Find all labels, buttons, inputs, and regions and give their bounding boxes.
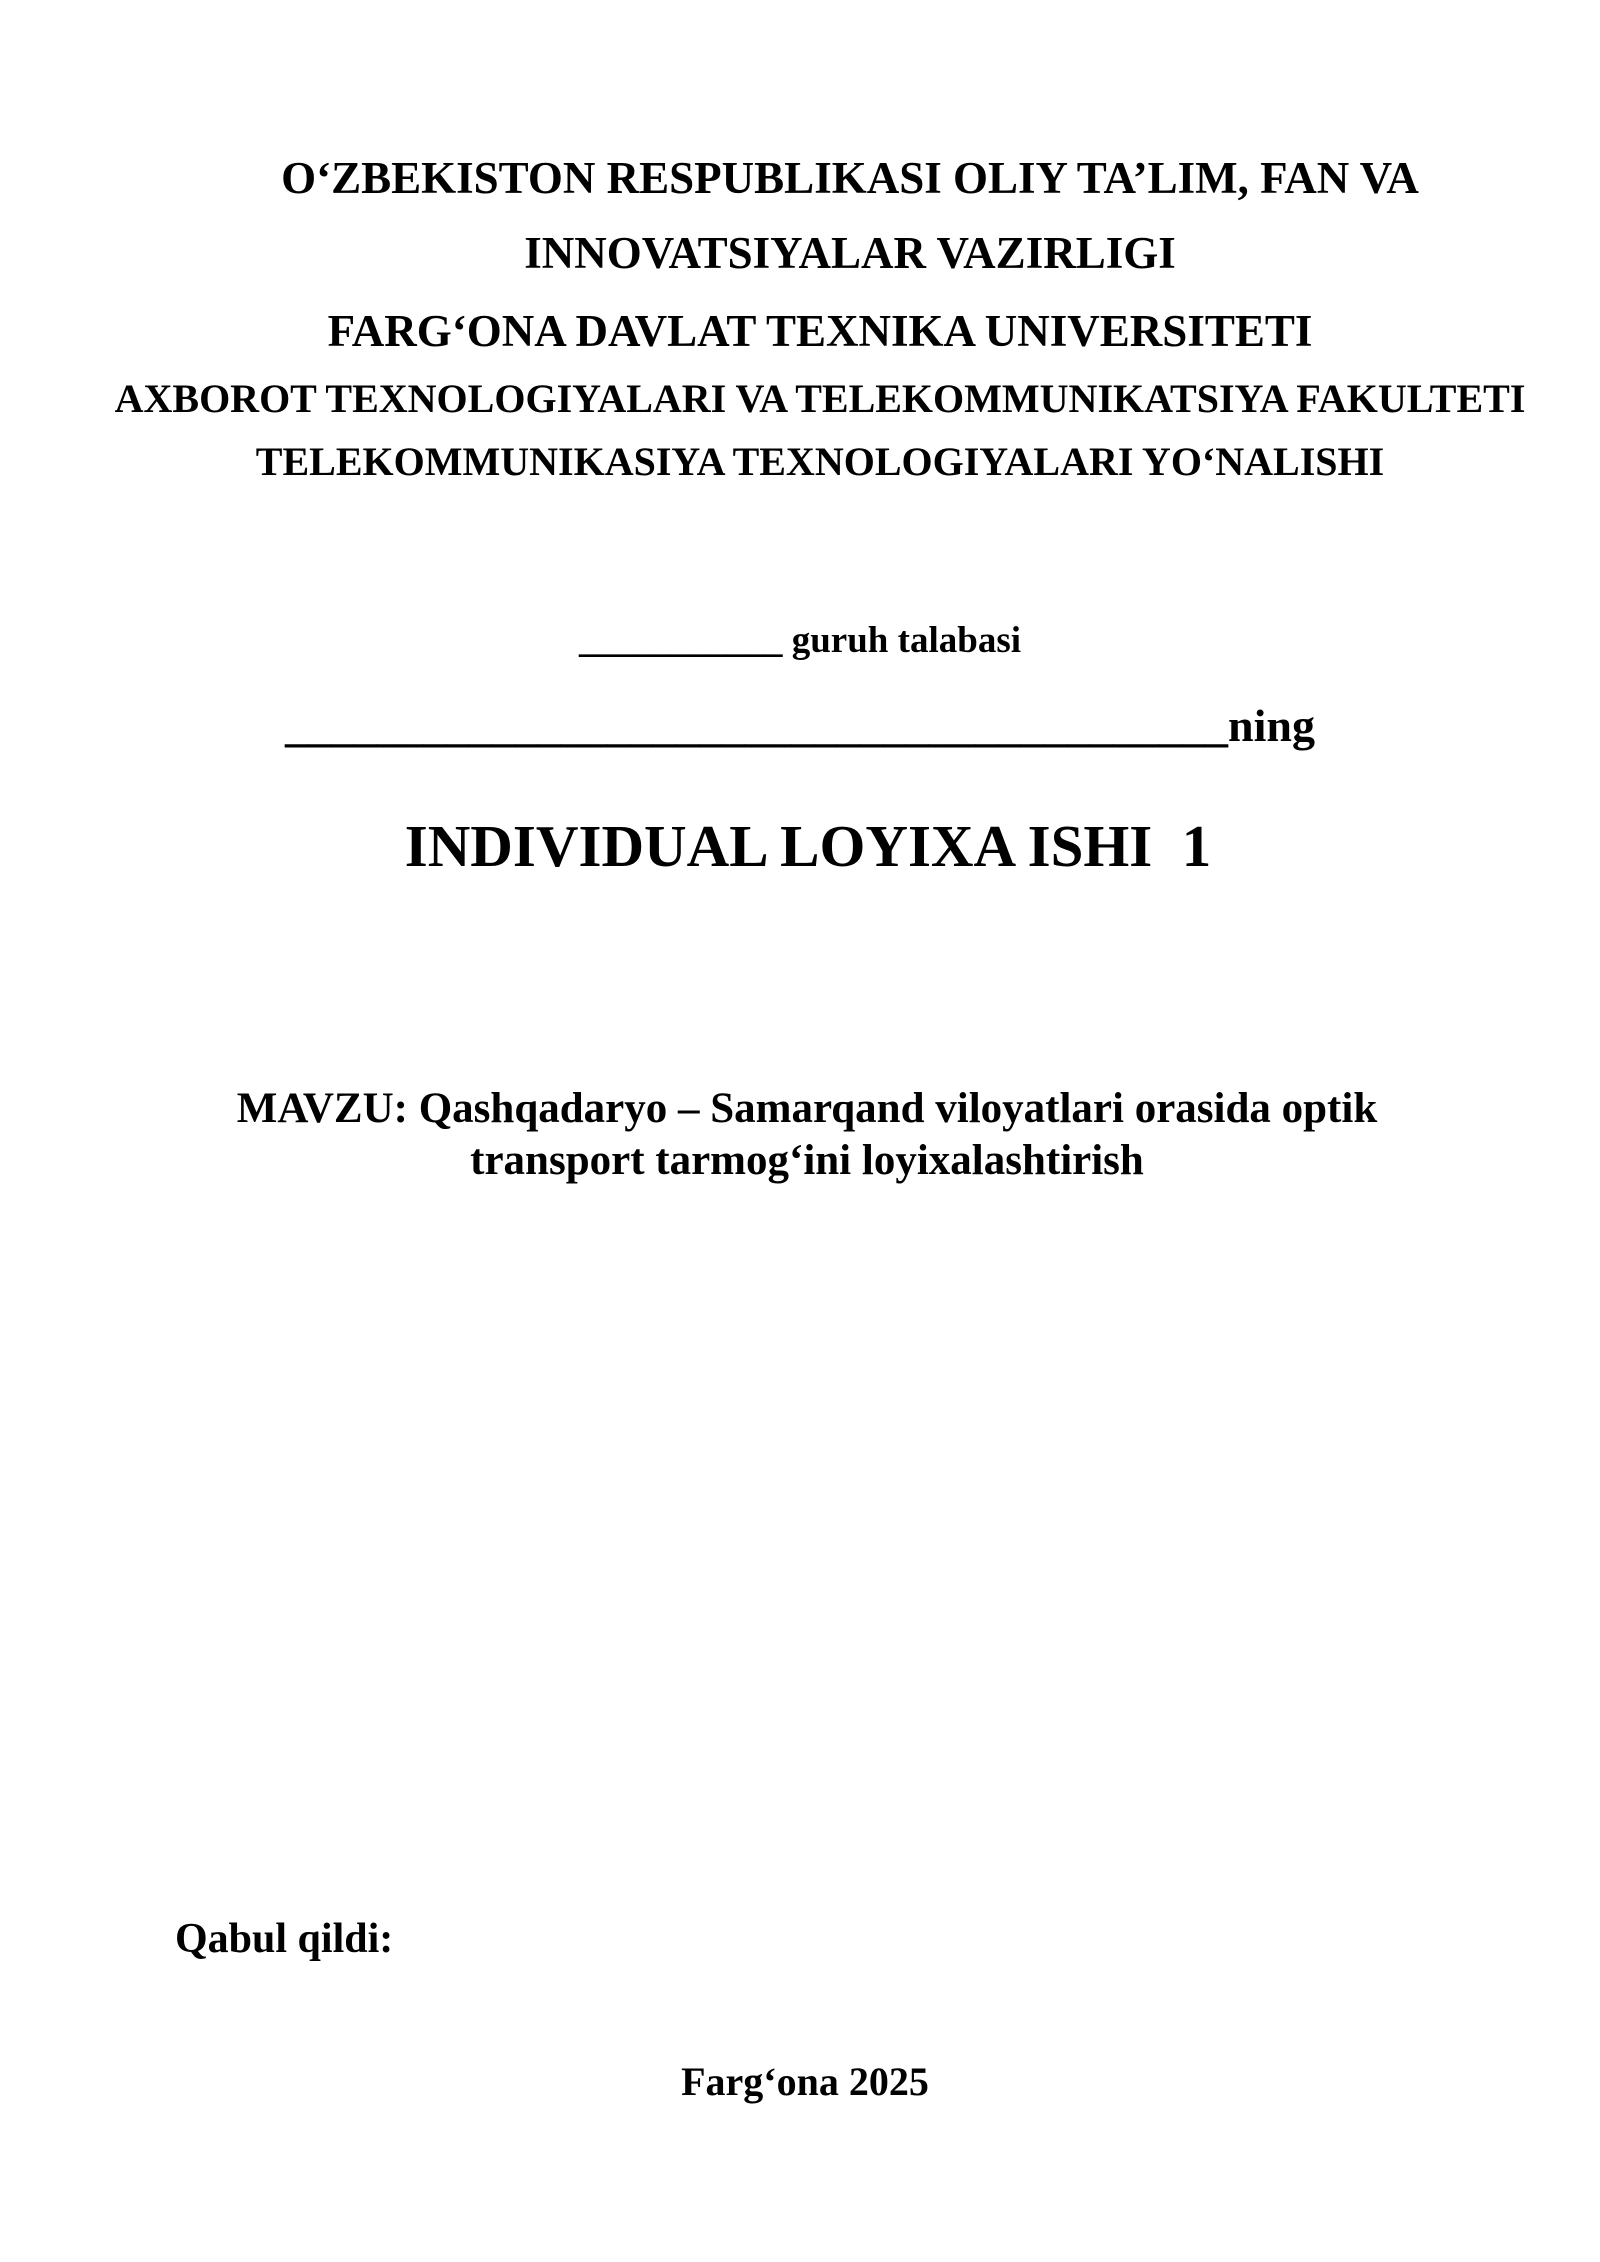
- place-and-year: Farg‘ona 2025: [681, 2059, 929, 2104]
- topic-line-1: MAVZU: Qashqadaryo – Samarqand viloyatlari orasida optik: [236, 1085, 1378, 1132]
- student-group-blank-line: ___________ guruh talabasi: [578, 620, 1021, 661]
- ministry-name-line-2: INNOVATSIYALAR VAZIRLIGI: [524, 228, 1176, 278]
- university-name: FARG‘ONA DAVLAT TEXNIKA UNIVERSITETI: [327, 306, 1313, 356]
- topic-block: [12, 1083, 1600, 1187]
- student-name-blank-line: _________________________________________ning: [285, 700, 1315, 751]
- department-name: TELEKOMMUNIKASIYA TEXNOLOGIYALARI YO‘NALISHI: [255, 439, 1385, 484]
- ministry-name-line-1: O‘ZBEKISTON RESPUBLIKASI OLIY TA’LIM, FAN VA: [281, 153, 1419, 203]
- accepted-by-label: Qabul qildi:: [175, 1916, 394, 1962]
- work-title: INDIVIDUAL LOYIXA ISHI 1: [404, 813, 1212, 879]
- faculty-name: AXBOROT TEXNOLOGIYALARI VA TELEKOMMUNIKATSIYA FAKULTETI: [114, 376, 1526, 421]
- topic-line-2: transport tarmog‘ini loyixalashtirish: [470, 1137, 1144, 1184]
